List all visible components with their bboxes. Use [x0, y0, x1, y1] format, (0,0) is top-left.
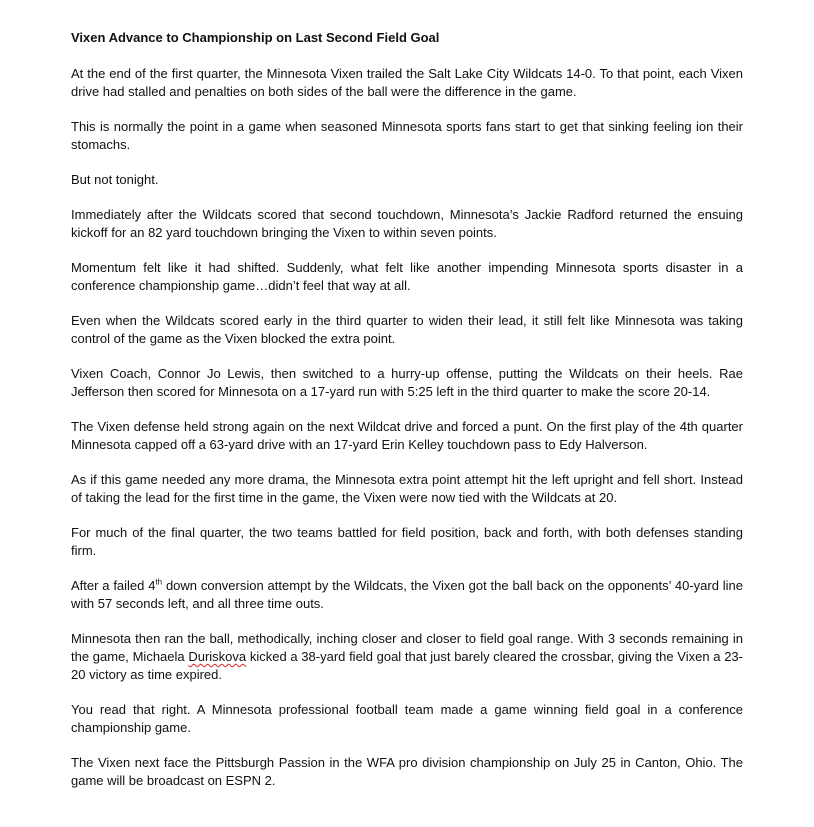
paragraph: This is normally the point in a game when seasoned Minnesota sports fans start to get that sinking feeling ion their stomachs. [71, 119, 743, 152]
superscript: th [155, 577, 163, 587]
paragraph [71, 577, 743, 613]
paragraph: The Vixen next face the Pittsburgh Passion in the WFA pro division championship on July 25 in Canton, Ohio. The game will be broadcast on ESPN 2. [71, 755, 743, 788]
paragraph: Momentum felt like it had shifted. Suddenly, what felt like another impending Minnesota sports disaster in a conference championship game…didn’t feel that way at all. [71, 260, 743, 293]
paragraph [71, 630, 743, 684]
text-run: After a failed 4 [71, 578, 156, 593]
paragraph: Even when the Wildcats scored early in the third quarter to widen their lead, it still felt like Minnesota was taking control of the game as the Vixen blocked the extra point. [71, 313, 743, 346]
paragraph: At the end of the first quarter, the Minnesota Vixen trailed the Salt Lake City Wildcats 14-0. To that point, each Vixen drive had stalled and penalties on both sides of the ball were the difference in the game. [71, 66, 743, 99]
spellcheck-flagged-word[interactable]: Duriskova [188, 649, 247, 664]
paragraph: The Vixen defense held strong again on the next Wildcat drive and forced a punt. On the first play of the 4th quarter Minnesota capped off a 63-yard drive with an 17-yard Erin Kelley touchdown pass to Edy Halverson. [71, 419, 743, 452]
paragraph: For much of the final quarter, the two teams battled for field position, back and forth, with both defenses standing firm. [71, 525, 743, 558]
paragraph: You read that right. A Minnesota professional football team made a game winning field goal in a conference championship game. [71, 702, 743, 735]
article-title: Vixen Advance to Championship on Last Second Field Goal [71, 30, 440, 45]
paragraph: Immediately after the Wildcats scored that second touchdown, Minnesota’s Jackie Radford returned the ensuing kickoff for an 82 yard touchdown bringing the Vixen to within seven points. [71, 207, 743, 240]
paragraph: Vixen Coach, Connor Jo Lewis, then switched to a hurry-up offense, putting the Wildcats on their heels. Rae Jefferson then scored for Minnesota on a 17-yard run with 5:25 left in the third quarter to make the score 20-14. [71, 366, 743, 399]
text-run: down conversion attempt by the Wildcats, the Vixen got the ball back on the opponents’ 40-yard line with 57 seconds left, and all three time outs. [71, 578, 744, 611]
text-run: kicked a 38-yard field goal that just barely cleared the crossbar, giving the Vixen a 23-20 victory as time expired. [71, 649, 743, 682]
text-run: Minnesota then ran the ball, methodically, inching closer and closer to field goal range. With 3 seconds remaining in the game, Michaela [71, 631, 743, 664]
paragraph: As if this game needed any more drama, the Minnesota extra point attempt hit the left upright and fell short. Instead of taking the lead for the first time in the game, the Vixen were now tied with the Wildcats at 20. [71, 472, 743, 505]
paragraph: But not tonight. [71, 172, 159, 187]
document-body [71, 29, 743, 807]
